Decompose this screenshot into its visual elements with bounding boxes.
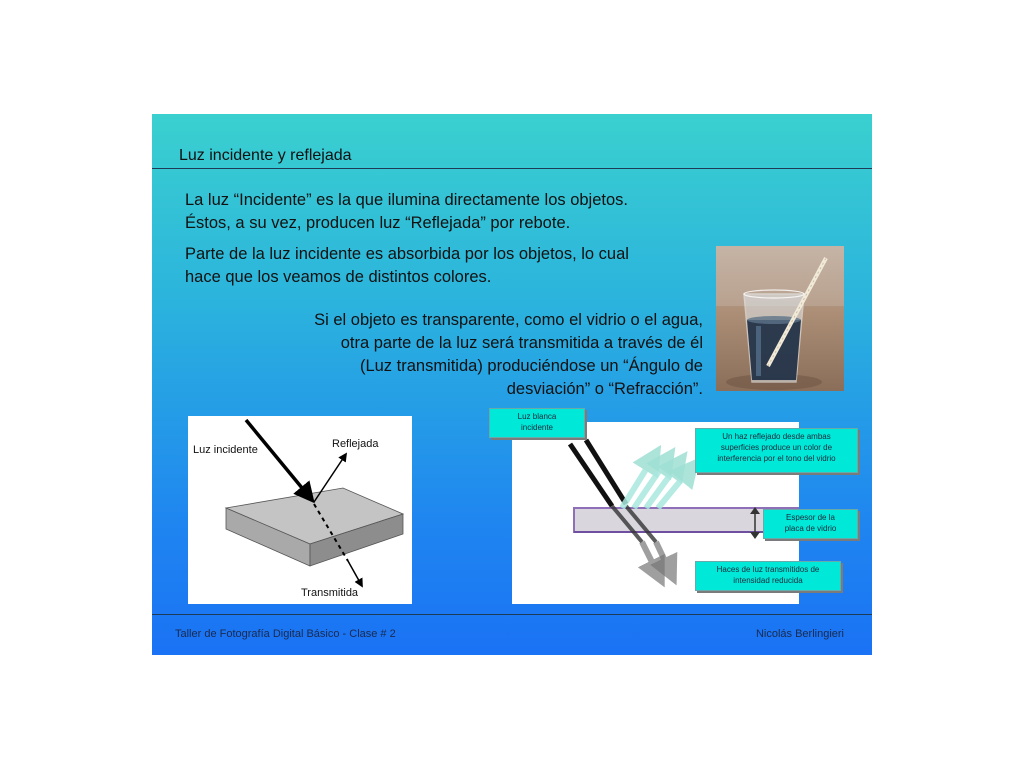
paragraph-line: desviación” o “Refracción”.: [506, 380, 703, 398]
label-line: placa de vidrio: [784, 524, 837, 533]
slide-title: Luz incidente y reflejada: [179, 147, 352, 164]
paragraph-absorption: [185, 243, 629, 289]
white-light-label: [489, 408, 585, 438]
paragraph-line: Parte de la luz incidente es absorbida por los objetos, lo cual: [185, 245, 629, 263]
paragraph-line: Si el objeto es transparente, como el vidrio o el agua,: [314, 311, 703, 329]
glass-with-straw-photo: [716, 246, 844, 391]
paragraph-line: hace que los veamos de distintos colores.: [185, 268, 492, 286]
paragraph-line: (Luz transmitida) produciéndose un “Ángulo de: [359, 357, 703, 375]
label-line: Luz blanca: [517, 412, 557, 421]
title-divider: [152, 168, 872, 169]
incident-label: Luz incidente: [193, 444, 258, 456]
reflected-beam-label: [695, 428, 858, 473]
transmitted-beams-label: [695, 561, 841, 591]
reflection-diagram: [188, 416, 412, 604]
glass-thickness-label: [763, 509, 858, 539]
label-line: interferencia por el tono del vidrio: [717, 454, 836, 463]
paragraph-incident: [185, 189, 628, 235]
paragraph-line: La luz “Incidente” es la que ilumina directamente los objetos.: [185, 191, 628, 209]
paragraph-line: Éstos, a su vez, producen luz “Reflejada” por rebote.: [185, 214, 571, 232]
double-arrow-icon: [748, 506, 762, 540]
reflected-label: Reflejada: [332, 438, 379, 450]
label-line: incidente: [520, 423, 554, 432]
transmitted-label: Transmitida: [301, 587, 359, 599]
label-line: intensidad reducida: [733, 576, 803, 585]
label-line: superficies produce un color de: [720, 443, 833, 452]
footer-divider: [152, 614, 872, 615]
label-line: Haces de luz transmitidos de: [716, 565, 820, 574]
slide: [152, 114, 872, 655]
paragraph-transmission: [262, 309, 703, 401]
glass-photo-illustration: [716, 246, 844, 391]
label-line: Espesor de la: [786, 513, 835, 522]
footer-course: Taller de Fotografía Digital Básico - Clase # 2: [175, 628, 396, 640]
paragraph-line: otra parte de la luz será transmitida a través de él: [340, 334, 703, 352]
label-line: Un haz reflejado desde ambas: [722, 432, 831, 441]
footer-author: Nicolás Berlingieri: [755, 628, 844, 640]
